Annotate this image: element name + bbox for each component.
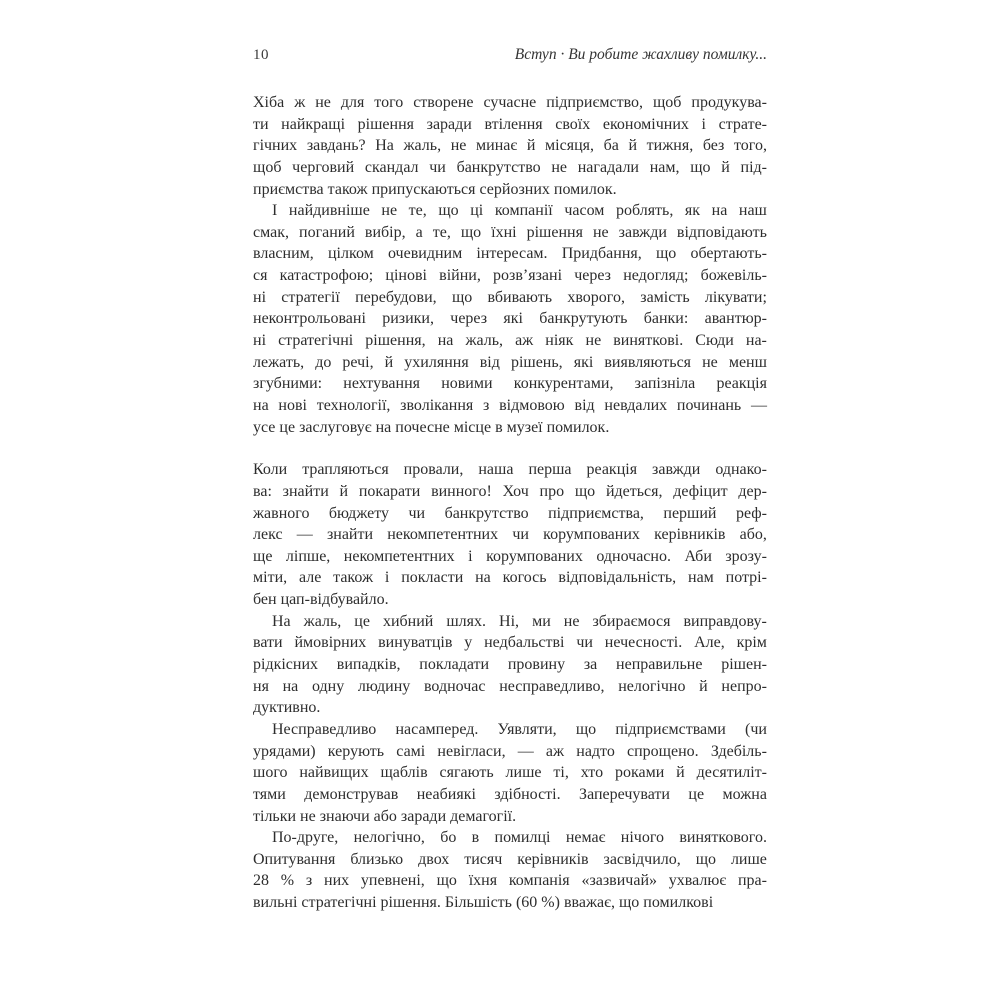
text-line: вильні стратегічні рішення. Більшість (60 %) вважає, що помилкові bbox=[253, 894, 714, 912]
text-line: Хіба ж не для того створене сучасне підприємство, щоб продукува- bbox=[253, 94, 767, 111]
text-line: жавного бюджету чи банкрутство підприємства, перший реф- bbox=[253, 504, 767, 522]
text-line: Опитування близько двох тисяч керівників засвідчило, що лише bbox=[253, 850, 767, 868]
text-line: смак, поганий вибір, а те, що їхні рішення не завжди відповідають bbox=[253, 223, 767, 241]
page-body bbox=[253, 92, 767, 914]
paragraph bbox=[253, 200, 767, 438]
page-number: 10 bbox=[253, 47, 269, 63]
text-line: бен цап-відбувайло. bbox=[253, 591, 389, 609]
text-line: ще ліпше, некомпетентних і корумпованих одночасно. Аби зрозу- bbox=[253, 547, 767, 565]
text-line: На жаль, це хибний шлях. Ні, ми не збираємося виправдову- bbox=[272, 612, 767, 630]
paragraph bbox=[253, 459, 767, 610]
text-line: власним, цілком очевидним інтересам. Придбання, що обертають- bbox=[253, 245, 767, 263]
text-line: дуктивно. bbox=[253, 699, 321, 717]
text-line: І найдивніше не те, що ці компанії часом роблять, як на наш bbox=[272, 202, 767, 220]
text-line: щоб черговий скандал чи банкрутство не нагадали нам, що й під- bbox=[253, 158, 767, 176]
text-line: ня на одну людину водночас несправедливо, нелогічно й непро- bbox=[253, 677, 767, 695]
text-line: на нові технології, зволікання з відмовою від невдалих починань — bbox=[253, 396, 767, 414]
text-line: лекс — знайти некомпетентних чи корумпованих керівників або, bbox=[253, 526, 767, 544]
text-line: урядами) керують самі невігласи, — аж надто спрощено. Здебіль- bbox=[253, 742, 767, 760]
text-line: ні стратегії перебудови, що вбивають хворого, замість лікувати; bbox=[253, 288, 767, 306]
text-line: шого найвищих щаблів сягають лише ті, хто роками й десятиліт- bbox=[253, 764, 767, 782]
text-line: ва: знайти й покарати винного! Хоч про що йдеться, дефіцит дер- bbox=[253, 482, 767, 500]
paragraph bbox=[253, 719, 767, 827]
page-header bbox=[253, 46, 767, 64]
text-line: неконтрольовані ризики, через які банкрутують банки: авантюр- bbox=[253, 310, 767, 328]
text-line: ся катастрофою; цінові війни, розв’язані через недогляд; божевіль- bbox=[253, 267, 767, 285]
text-line: гічних завдань? На жаль, не минає й місяця, ба й тижня, без того, bbox=[253, 137, 767, 155]
text-line: приємства також припускаються серйозних помилок. bbox=[253, 180, 617, 198]
text-line: тільки не знаючи або заради демагогії. bbox=[253, 807, 517, 825]
paragraph bbox=[253, 611, 767, 719]
text-line: ти найкращі рішення заради втілення своїх економічних і страте- bbox=[253, 115, 767, 133]
text-line: згубними: нехтування новими конкурентами, запізніла реакція bbox=[253, 375, 767, 393]
text-line: ні стратегічні рішення, на жаль, аж ніяк не виняткові. Сюди на- bbox=[253, 332, 767, 350]
text-line: Коли трапляються провали, наша перша реакція завжди однако- bbox=[253, 461, 767, 479]
paragraph bbox=[253, 827, 767, 914]
text-line: рідкісних випадків, покладати провину за неправильне рішен- bbox=[253, 656, 767, 674]
text-line: тями демонстрував неабиякі здібності. Заперечувати це можна bbox=[253, 785, 767, 803]
text-line: вати ймовірних винуватців у недбальстві чи нечесності. Але, крім bbox=[253, 634, 767, 652]
text-line: 28 % з них упевнені, що їхня компанія «зазвичай» ухвалює пра- bbox=[253, 872, 767, 890]
text-line: міти, але також і покласти на когось відповідальність, нам потрі- bbox=[253, 569, 767, 587]
text-line: лежать, до речі, й ухиляння від рішень, які виявляються не менш bbox=[253, 353, 767, 371]
paragraph bbox=[253, 92, 767, 200]
text-line: Несправедливо насамперед. Уявляти, що підприємствами (чи bbox=[272, 720, 767, 738]
text-line: По-друге, нелогічно, бо в помилці немає нічого виняткового. bbox=[272, 829, 767, 847]
text-line: усе це заслуговує на почесне місце в музеї помилок. bbox=[253, 418, 610, 436]
running-title: Вступ · Ви робите жахливу помилку... bbox=[514, 46, 767, 63]
